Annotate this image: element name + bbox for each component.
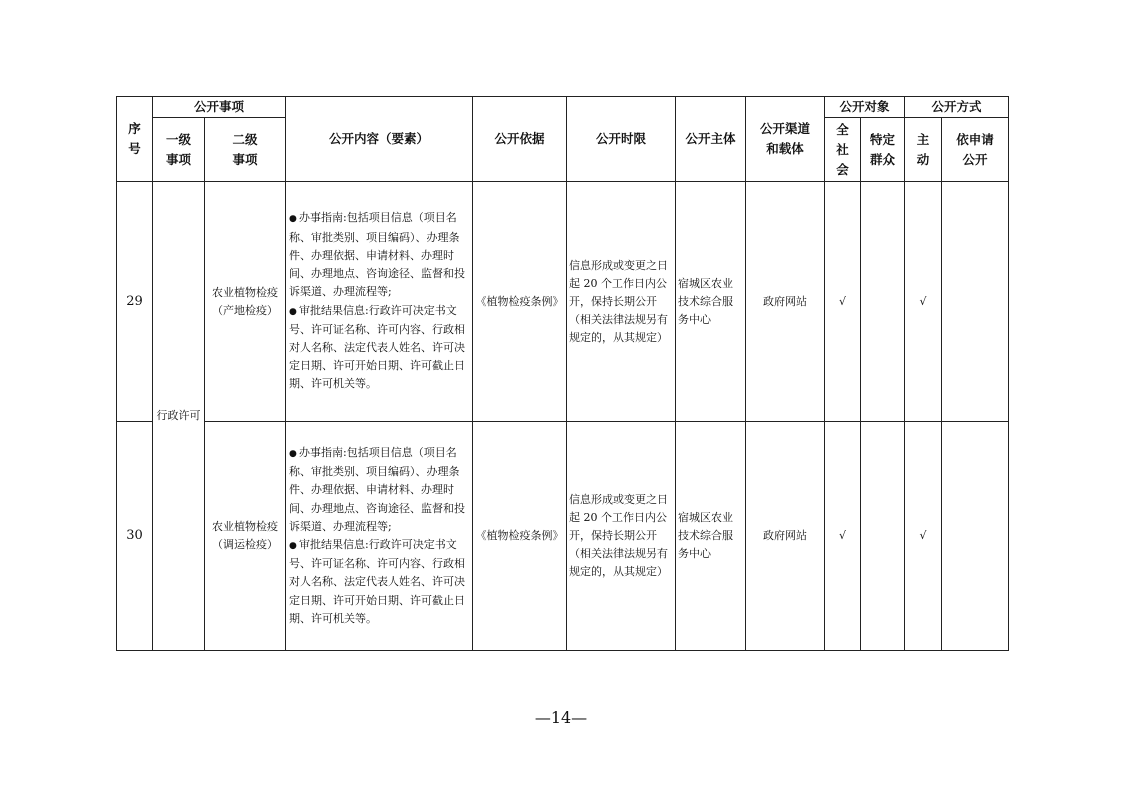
header-basis: 公开依据 — [473, 97, 567, 182]
row-level2-line1: 农业植物检疫 — [212, 520, 278, 533]
header-method-request-line1: 依申请 — [956, 131, 994, 147]
header-target: 公开对象 — [825, 97, 905, 118]
row-method-active: √ — [905, 422, 942, 651]
page-number: —14— — [534, 708, 588, 727]
row-target-all: √ — [825, 182, 861, 422]
row-content — [286, 422, 473, 651]
header-subject: 公开主体 — [676, 97, 746, 182]
header-method-active — [905, 118, 942, 182]
header-row-1 — [117, 97, 1009, 118]
header-target-all — [825, 118, 861, 182]
bullet-icon: ● — [289, 448, 297, 459]
bullet-icon: ● — [289, 306, 297, 317]
header-target-all-line2: 社 — [836, 141, 849, 157]
bullet-icon: ● — [289, 541, 297, 551]
row-content — [286, 182, 473, 422]
header-level1 — [153, 118, 205, 182]
row-level2-line1: 农业植物检疫 — [212, 285, 278, 299]
header-level2-line2: 事项 — [232, 151, 258, 167]
row-level2-line2: （产地检疫） — [212, 303, 278, 317]
row-time-limit: 信息形成或变更之日起 20 个工作日内公开，保持长期公开（相关法律法规另有规定的，从其规定） — [567, 422, 676, 651]
header-seq — [117, 97, 153, 182]
header-method-request — [942, 118, 1009, 182]
header-target-all-line1: 全 — [836, 121, 849, 137]
header-public-items: 公开事项 — [153, 97, 286, 118]
header-level1-line1: 一级 — [165, 131, 191, 147]
header-method: 公开方式 — [905, 97, 1009, 118]
row-level2 — [205, 422, 286, 651]
bullet-icon: ● — [289, 214, 297, 225]
row-method-request — [942, 422, 1009, 651]
row-method-active: √ — [905, 182, 942, 422]
header-time-limit: 公开时限 — [567, 97, 676, 182]
header-level2-line1: 二级 — [232, 131, 258, 147]
header-seq-line2: 号 — [128, 141, 141, 156]
header-method-active-line1: 主 — [916, 131, 930, 147]
header-target-all-line3: 会 — [836, 161, 849, 177]
row-target-specific — [861, 182, 905, 422]
row-time-limit: 信息形成或变更之日起 20 个工作日内公开，保持长期公开（相关法律法规另有规定的，从其规定） — [567, 182, 676, 422]
header-seq-line1: 序 — [128, 121, 141, 136]
header-channel-line2: 和载体 — [766, 141, 804, 156]
row-basis: 《植物检疫条例》 — [473, 182, 567, 422]
row-target-all: √ — [825, 422, 861, 651]
table-row — [117, 182, 1009, 422]
list-item — [289, 302, 468, 394]
row-seq: 29 — [117, 182, 153, 422]
list-item — [289, 536, 468, 628]
content-guide: 办事指南:包括项目信息（项目名称、审批类别、项目编码）、办理条件、办理依据、申请材料、办理时间、办理地点、咨询途径、监督和投诉渠道、办理流程等; — [289, 211, 466, 299]
row-level1: 行政许可 — [153, 182, 205, 651]
header-content: 公开内容（要素） — [286, 97, 473, 182]
row-channel: 政府网站 — [746, 422, 825, 651]
row-method-request — [942, 182, 1009, 422]
list-item — [289, 209, 468, 301]
row-seq: 30 — [117, 422, 153, 651]
header-target-specific-line1: 特定 — [870, 131, 896, 147]
content-result: 审批结果信息:行政许可决定书文号、许可证名称、许可内容、行政相对人名称、法定代表人姓名、许可决定日期、许可开始日期、许可截止日期、许可机关等。 — [289, 303, 466, 391]
header-target-specific — [861, 118, 905, 182]
row-subject: 宿城区农业技术综合服务中心 — [676, 182, 746, 422]
header-method-active-line2: 动 — [916, 151, 930, 167]
row-level2-line2: （调运检疫） — [212, 538, 278, 551]
content-guide: 办事指南:包括项目信息（项目名称、审批类别、项目编码）、办理条件、办理依据、申请材料、办理时间、办理地点、咨询途径、监督和投诉渠道、办理流程等; — [289, 445, 466, 533]
row-level2 — [205, 182, 286, 422]
row-basis: 《植物检疫条例》 — [473, 422, 567, 651]
content-result: 审批结果信息:行政许可决定书文号、许可证名称、许可内容、行政相对人名称、法定代表人姓名、许可决定日期、许可开始日期、许可截止日期、许可机关等。 — [289, 538, 466, 625]
table-row — [117, 422, 1009, 651]
header-level2 — [205, 118, 286, 182]
header-method-request-line2: 公开 — [962, 151, 988, 167]
content-list — [286, 444, 472, 628]
row-subject: 宿城区农业技术综合服务中心 — [676, 422, 746, 651]
header-target-specific-line2: 群众 — [870, 151, 896, 167]
list-item — [289, 444, 468, 536]
header-channel — [746, 97, 825, 182]
row-target-specific — [861, 422, 905, 651]
header-level1-line2: 事项 — [165, 151, 191, 167]
row-channel: 政府网站 — [746, 182, 825, 422]
header-channel-line1: 公开渠道 — [760, 121, 811, 136]
disclosure-table — [116, 96, 1009, 651]
content-list — [286, 209, 472, 393]
